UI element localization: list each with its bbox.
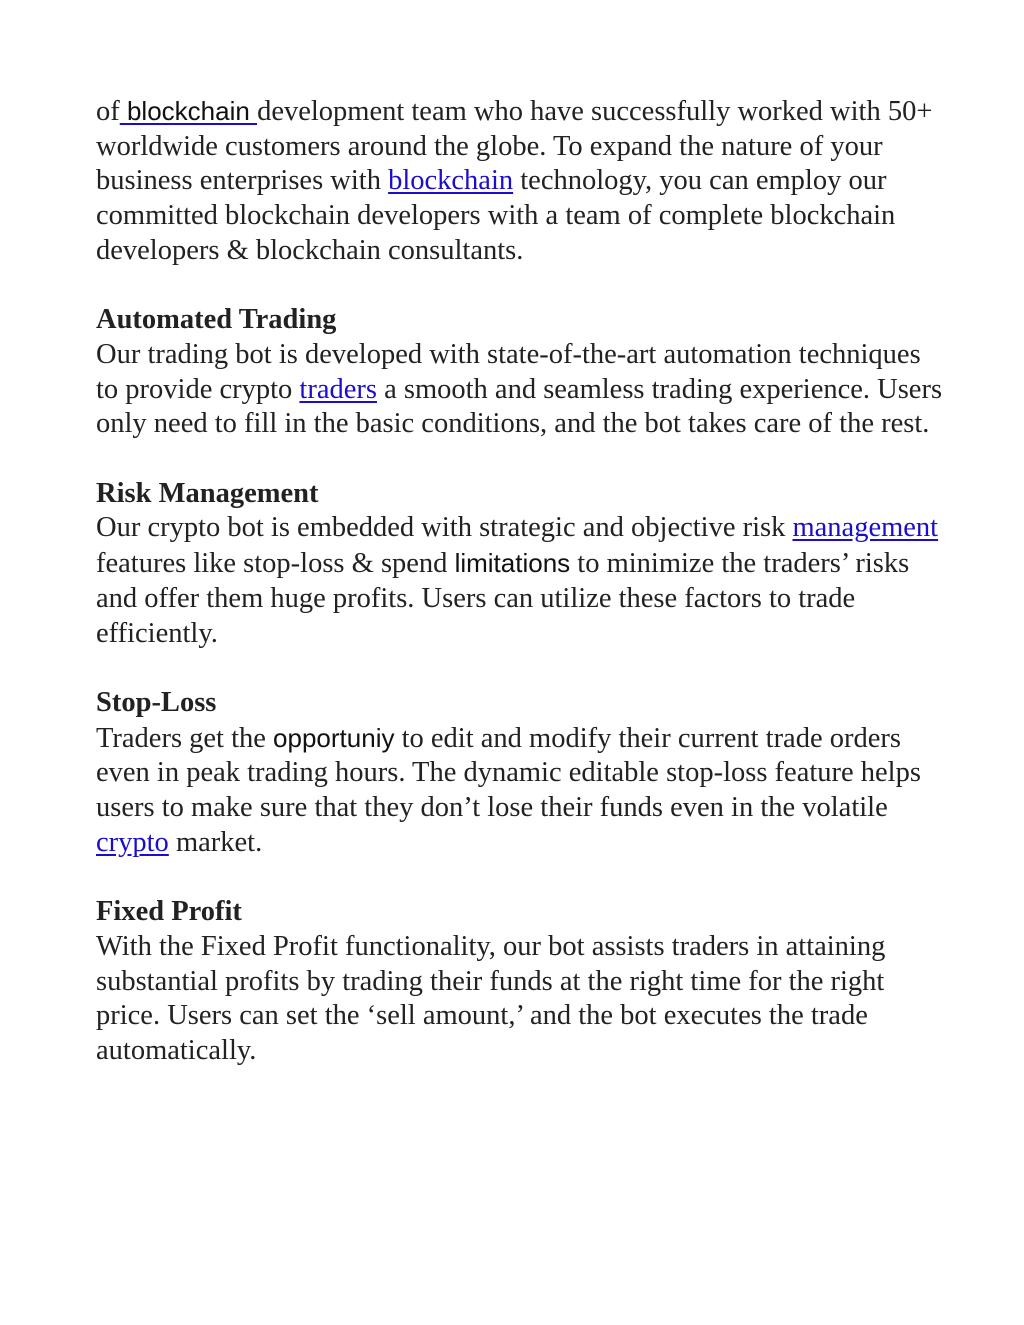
traders-link[interactable]: traders	[299, 373, 377, 405]
intro-text-1: of	[96, 96, 120, 127]
paragraph-gap	[96, 651, 946, 686]
document-page	[96, 94, 946, 1069]
automated-trading-paragraph	[96, 338, 946, 442]
risk-management-paragraph	[96, 511, 946, 651]
automated-trading-heading: Automated Trading	[96, 304, 337, 336]
fixed-profit-heading: Fixed Profit	[96, 896, 242, 928]
stop-loss-paragraph	[96, 721, 946, 861]
crypto-link[interactable]: crypto	[96, 826, 169, 858]
fixed-profit-paragraph: With the Fixed Profit functionality, our bot assists traders in attaining substantial profits by trading their funds at the right time for the right price. Users can set the ‘sell amount,’ and the bot executes the trade automatically.	[96, 930, 886, 1066]
paragraph-gap	[96, 269, 946, 304]
management-link[interactable]: management	[792, 512, 939, 544]
automated-trading-text-1: Our trading bot is developed with state-of-the-art automation techniques to provide crypto	[96, 338, 921, 405]
stop-loss-text-1: Traders get the	[96, 722, 274, 754]
paragraph-gap	[96, 442, 946, 477]
blockchain-link[interactable]: blockchain	[388, 165, 514, 197]
intro-blockchain-term: blockchain	[119, 96, 258, 126]
paragraph-gap	[96, 860, 946, 895]
intro-text-3: technology, you can employ our committed blockchain developers with a team of complete blockchain developers & blockchain consultants.	[96, 165, 896, 266]
risk-management-heading: Risk Management	[96, 477, 319, 509]
stop-loss-text-3: market.	[168, 826, 263, 858]
stop-loss-text-2: to edit and modify their current trade orders even in peak trading hours. The dynamic editable stop-loss feature helps users to make sure that they don’t lose their funds even in the volatile	[96, 722, 921, 824]
intro-paragraph	[96, 94, 946, 269]
opportuniy-term: opportuniy	[273, 722, 395, 753]
automated-trading-text-2: a smooth and seamless trading experience. Users only need to fill in the basic conditions, and the bot takes care of the rest.	[96, 373, 943, 440]
risk-management-text-1: Our crypto bot is embedded with strategic and objective risk	[96, 512, 793, 544]
intro-text-2: development team who have successfully worked with 50+ worldwide customers around the globe. To expand the nature of your business enterprises with	[96, 96, 933, 197]
stop-loss-heading: Stop-Loss	[96, 686, 217, 718]
limitations-term: limitations	[454, 548, 571, 579]
risk-management-text-2: features like stop-loss & spend	[96, 548, 455, 580]
risk-management-text-3: to minimize the traders’ risks and offer them huge profits. Users can utilize these factors to trade efficiently.	[96, 548, 910, 649]
